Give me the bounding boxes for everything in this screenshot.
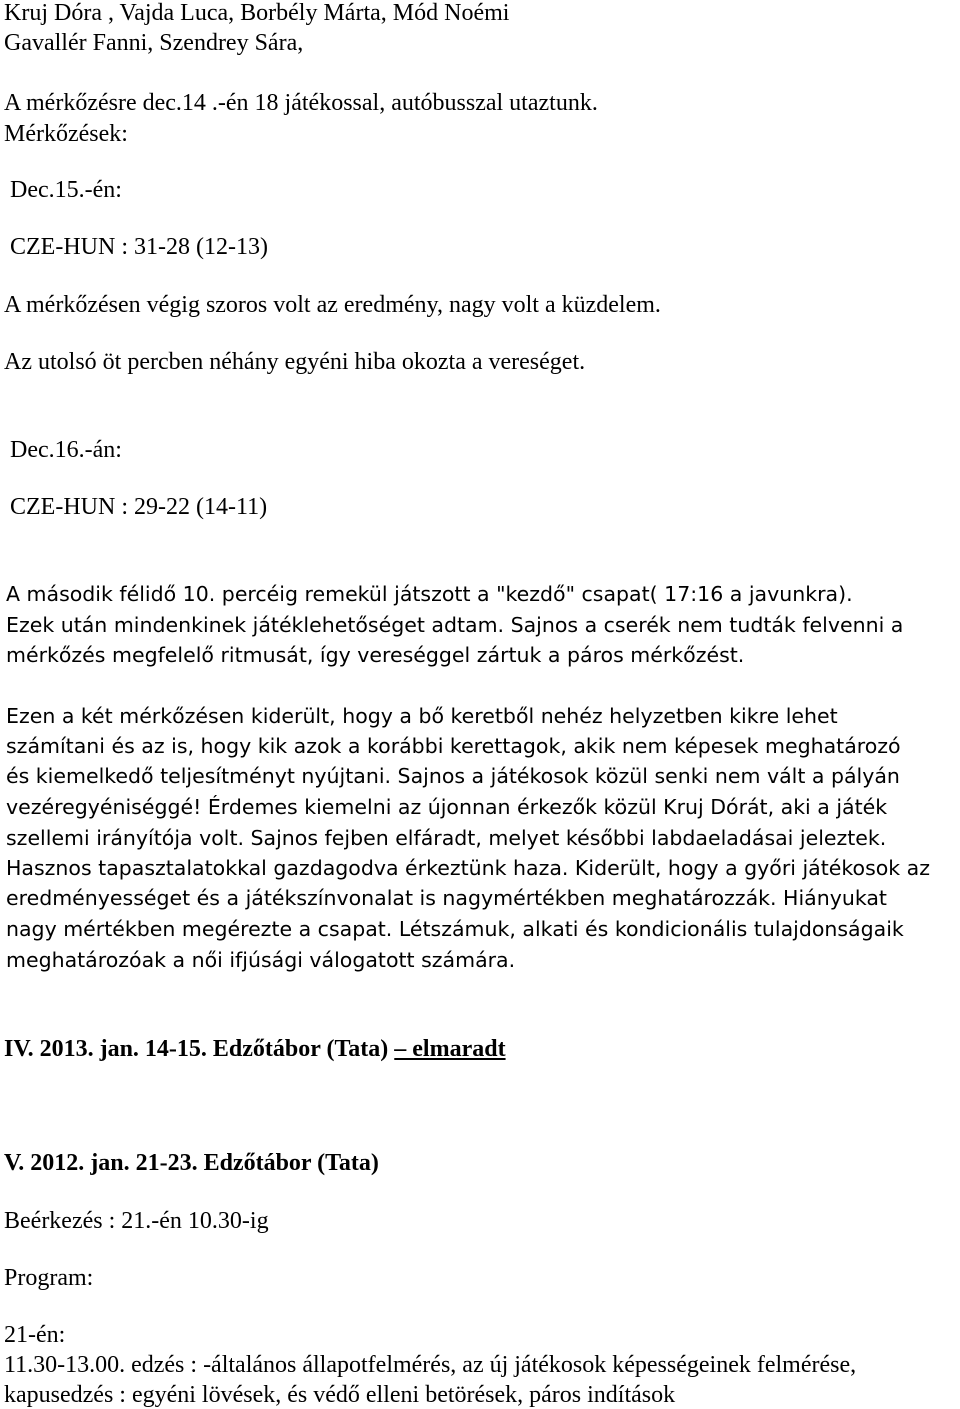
program-label: Program:: [4, 1265, 94, 1291]
arrival-text: Beérkezés : 21.-én 10.30-ig: [4, 1208, 269, 1234]
day-label: 21-én:: [4, 1322, 66, 1348]
paragraph-line: Ezek után mindenkinek játéklehetőséget adtam. Sajnos a cserék nem tudták felvenni a: [6, 613, 904, 637]
paragraph-line: meghatározóak a női ifjúsági válogatott számára.: [6, 948, 516, 972]
travel-text: A mérkőzésre dec.14 .-én 18 játékossal, autóbusszal utaztunk.: [4, 90, 598, 116]
paragraph-line: nagy mértékben megérezte a csapat. Létszámuk, alkati és kondicionális tulajdonságaik: [6, 917, 904, 941]
paragraph-line: eredményességet és a játékszínvonalat is nagymértékben meghatározzák. Hiányukat: [6, 886, 887, 910]
match1-result: CZE-HUN : 31-28 (12-13): [10, 234, 268, 260]
section-4-heading-text: IV. 2013. jan. 14-15. Edzőtábor (Tata): [4, 1036, 395, 1062]
match1-date: Dec.15.-én:: [10, 177, 122, 203]
schedule-line-1: 11.30-13.00. edzés : -általános állapotfelmérés, az új játékosok képességeinek felmérése,: [4, 1352, 857, 1378]
names-line-2: Gavallér Fanni, Szendrey Sára,: [4, 30, 304, 56]
paragraph-line: Hasznos tapasztalatokkal gazdagodva érkeztünk haza. Kiderült, hogy a győri játékosok az: [6, 856, 931, 880]
section-5-heading: V. 2012. jan. 21-23. Edzőtábor (Tata): [4, 1150, 379, 1176]
paragraph-line: mérkőzés megfelelő ritmusát, így vereséggel zártuk a páros mérkőzést.: [6, 643, 745, 667]
paragraph-line: számítani és az is, hogy kik azok a korábbi kerettagok, akik nem képesek meghatározó: [6, 734, 901, 758]
match1-comment-2: Az utolsó öt percben néhány egyéni hiba okozta a vereséget.: [4, 349, 586, 375]
paragraph-line: vezéregyéniséggé! Érdemes kiemelni az újonnan érkezők közül Kruj Dórát, aki a játék: [6, 795, 888, 819]
paragraph-line: Ezen a két mérkőzésen kiderült, hogy a bő keretből nehéz helyzetben kikre lehet: [6, 704, 838, 728]
section-4-heading: [4, 1037, 506, 1061]
paragraph-line: szellemi irányítója volt. Sajnos fejben elfáradt, melyet későbbi labdaeladásai jeleztek.: [6, 826, 887, 850]
paragraph-line: A második félidő 10. percéig remekül játszott a "kezdő" csapat( 17:16 a javunkra).: [6, 582, 853, 606]
names-line-1: Kruj Dóra , Vajda Luca, Borbély Márta, Mód Noémi: [4, 0, 510, 26]
match2-result: CZE-HUN : 29-22 (14-11): [10, 494, 268, 520]
matches-label: Mérkőzések:: [4, 121, 128, 147]
match1-comment-1: A mérkőzésen végig szoros volt az eredmény, nagy volt a küzdelem.: [4, 292, 661, 318]
paragraph-line: és kiemelkedő teljesítményt nyújtani. Sajnos a játékosok közül senki nem vált a pályán: [6, 764, 900, 788]
section-4-status: – elmaradt: [394, 1036, 506, 1062]
match2-date: Dec.16.-án:: [10, 437, 122, 463]
schedule-line-2: kapusedzés : egyéni lövések, és védő elleni betörések, páros indítások: [4, 1382, 676, 1408]
